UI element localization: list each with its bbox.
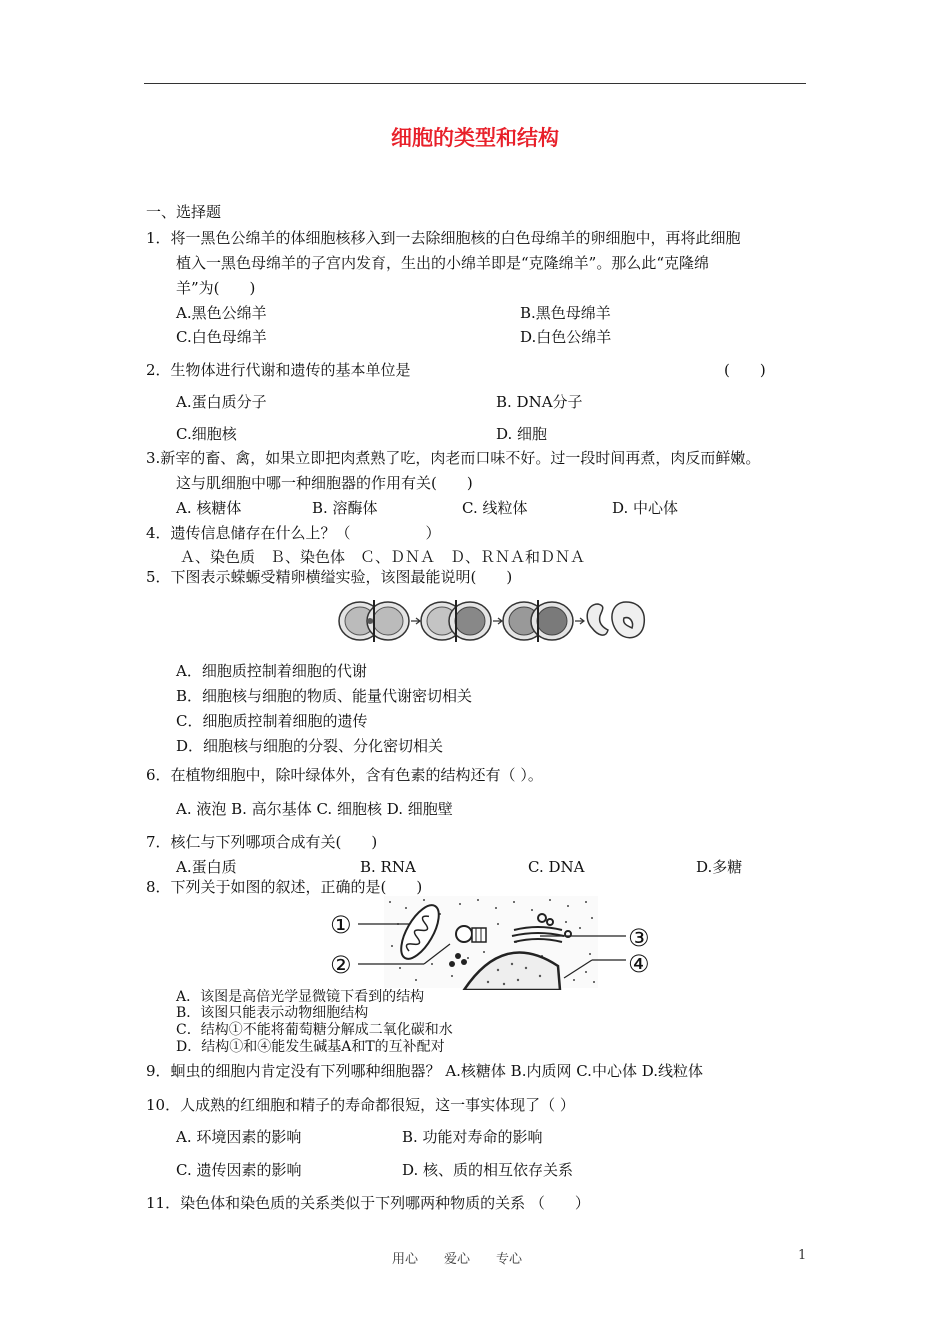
q6-options: A. 液泡 B. 高尔基体 C. 细胞核 D. 细胞壁 <box>176 800 453 818</box>
q1-option-a: A.黑色公绵羊 <box>176 304 267 322</box>
q5-stem: 5．下图表示蝾螈受精卵横缢实验，该图最能说明( ) <box>146 568 513 586</box>
section-heading: 一、选择题 <box>146 203 222 221</box>
q10-option-c: C. 遗传因素的影响 <box>176 1161 302 1179</box>
q3-line1: 3.新宰的畜、禽，如果立即把肉煮熟了吃，肉老而口味不好。过一段时间再煮，肉反而鲜嫩。 <box>146 449 761 467</box>
q7-stem: 7．核仁与下列哪项合成有关( ) <box>146 833 378 851</box>
embryo-1 <box>587 604 608 635</box>
q1-line2: 植入一黑色母绵羊的子宫内发育，生出的小绵羊即是“克隆绵羊”。那么此“克隆绵 <box>176 254 710 272</box>
q10-option-d: D. 核、质的相互依存关系 <box>402 1161 574 1179</box>
q4-options: Ａ、染色质 Ｂ、染色体 Ｃ、ＤＮＡ Ｄ、ＲＮＡ和ＤＮＡ <box>180 548 586 566</box>
q11-stem: 11．染色体和染色质的关系类似于下列哪两种物质的关系 （ ） <box>146 1194 590 1212</box>
q2-paren: ( ) <box>724 361 766 379</box>
q2-option-b: B. DNA分子 <box>496 393 583 411</box>
q5-option-a: A．细胞质控制着细胞的代谢 <box>176 662 367 680</box>
q1-option-d: D.白色公绵羊 <box>520 328 612 346</box>
q5-option-c: C．细胞质控制着细胞的遗传 <box>176 712 368 730</box>
egg-stage-1 <box>339 600 409 642</box>
arrow-icon <box>493 618 502 624</box>
q10-stem: 10．人成熟的红细胞和精子的寿命都很短，这一事实体现了（ ） <box>146 1096 575 1114</box>
q8-option-a: A．该图是高倍光学显微镜下看到的结构 <box>176 989 425 1005</box>
q8-option-b: B．该图只能表示动物细胞结构 <box>176 1005 369 1021</box>
q5-option-b: B．细胞核与细胞的物质、能量代谢密切相关 <box>176 687 473 705</box>
q3-option-c: C. 线粒体 <box>462 499 528 517</box>
q8-option-c: C．结构①不能将葡萄糖分解成二氧化碳和水 <box>176 1022 453 1038</box>
q10-option-b: B. 功能对寿命的影响 <box>402 1128 543 1146</box>
q2-option-c: C.细胞核 <box>176 425 237 443</box>
q3-option-b: B. 溶酶体 <box>312 499 378 517</box>
arrow-icon <box>411 618 420 624</box>
egg-stage-3 <box>503 600 573 642</box>
label-1: ① <box>330 911 352 939</box>
cell-structure-figure <box>328 894 658 990</box>
newt-egg-ligation-figure <box>336 598 648 644</box>
q8-stem: 8．下列关于如图的叙述，正确的是( ) <box>146 878 423 896</box>
footer-motto: 用心 爱心 专心 <box>392 1252 523 1267</box>
page-number: 1 <box>798 1248 807 1263</box>
q3-option-a: A. 核糖体 <box>176 499 242 517</box>
q10-option-a: A. 环境因素的影响 <box>176 1128 302 1146</box>
q8-option-d: D．结构①和④能发生碱基A和T的互补配对 <box>176 1039 445 1055</box>
page-title: 细胞的类型和结构 <box>391 126 559 150</box>
egg-stage-2 <box>421 600 491 642</box>
header-rule <box>144 83 806 84</box>
label-3: ③ <box>628 924 650 952</box>
q3-option-d: D. 中心体 <box>612 499 679 517</box>
q1-line3: 羊”为( ) <box>176 279 256 297</box>
q7-option-d: D.多糖 <box>696 858 743 876</box>
q4-stem: 4．遗传信息储存在什么上？（ ） <box>146 524 441 542</box>
q3-line2: 这与肌细胞中哪一种细胞器的作用有关( ) <box>176 474 473 492</box>
q7-option-a: A.蛋白质 <box>176 858 237 876</box>
q2-stem: 2．生物体进行代谢和遗传的基本单位是 <box>146 361 411 379</box>
q2-option-d: D. 细胞 <box>496 425 548 443</box>
q2-option-a: A.蛋白质分子 <box>176 393 267 411</box>
q6-stem: 6．在植物细胞中，除叶绿体外，含有色素的结构还有（ ）。 <box>146 766 543 784</box>
arrow-icon <box>575 618 584 624</box>
q7-option-b: B. RNA <box>360 858 416 876</box>
q1-line1: 1．将一黑色公绵羊的体细胞核移入到一去除细胞核的白色母绵羊的卵细胞中，再将此细胞 <box>146 229 741 247</box>
embryo-2 <box>612 602 644 638</box>
q5-option-d: D．细胞核与细胞的分裂、分化密切相关 <box>176 737 444 755</box>
label-2: ② <box>330 951 352 979</box>
q9-stem: 9．蛔虫的细胞内肯定没有下列哪种细胞器？ A.核糖体 B.内质网 C.中心体 D.线粒体 <box>146 1062 703 1080</box>
q1-option-b: B.黑色母绵羊 <box>520 304 611 322</box>
label-4: ④ <box>628 950 650 978</box>
q1-option-c: C.白色母绵羊 <box>176 328 267 346</box>
q7-option-c: C. DNA <box>528 858 585 876</box>
